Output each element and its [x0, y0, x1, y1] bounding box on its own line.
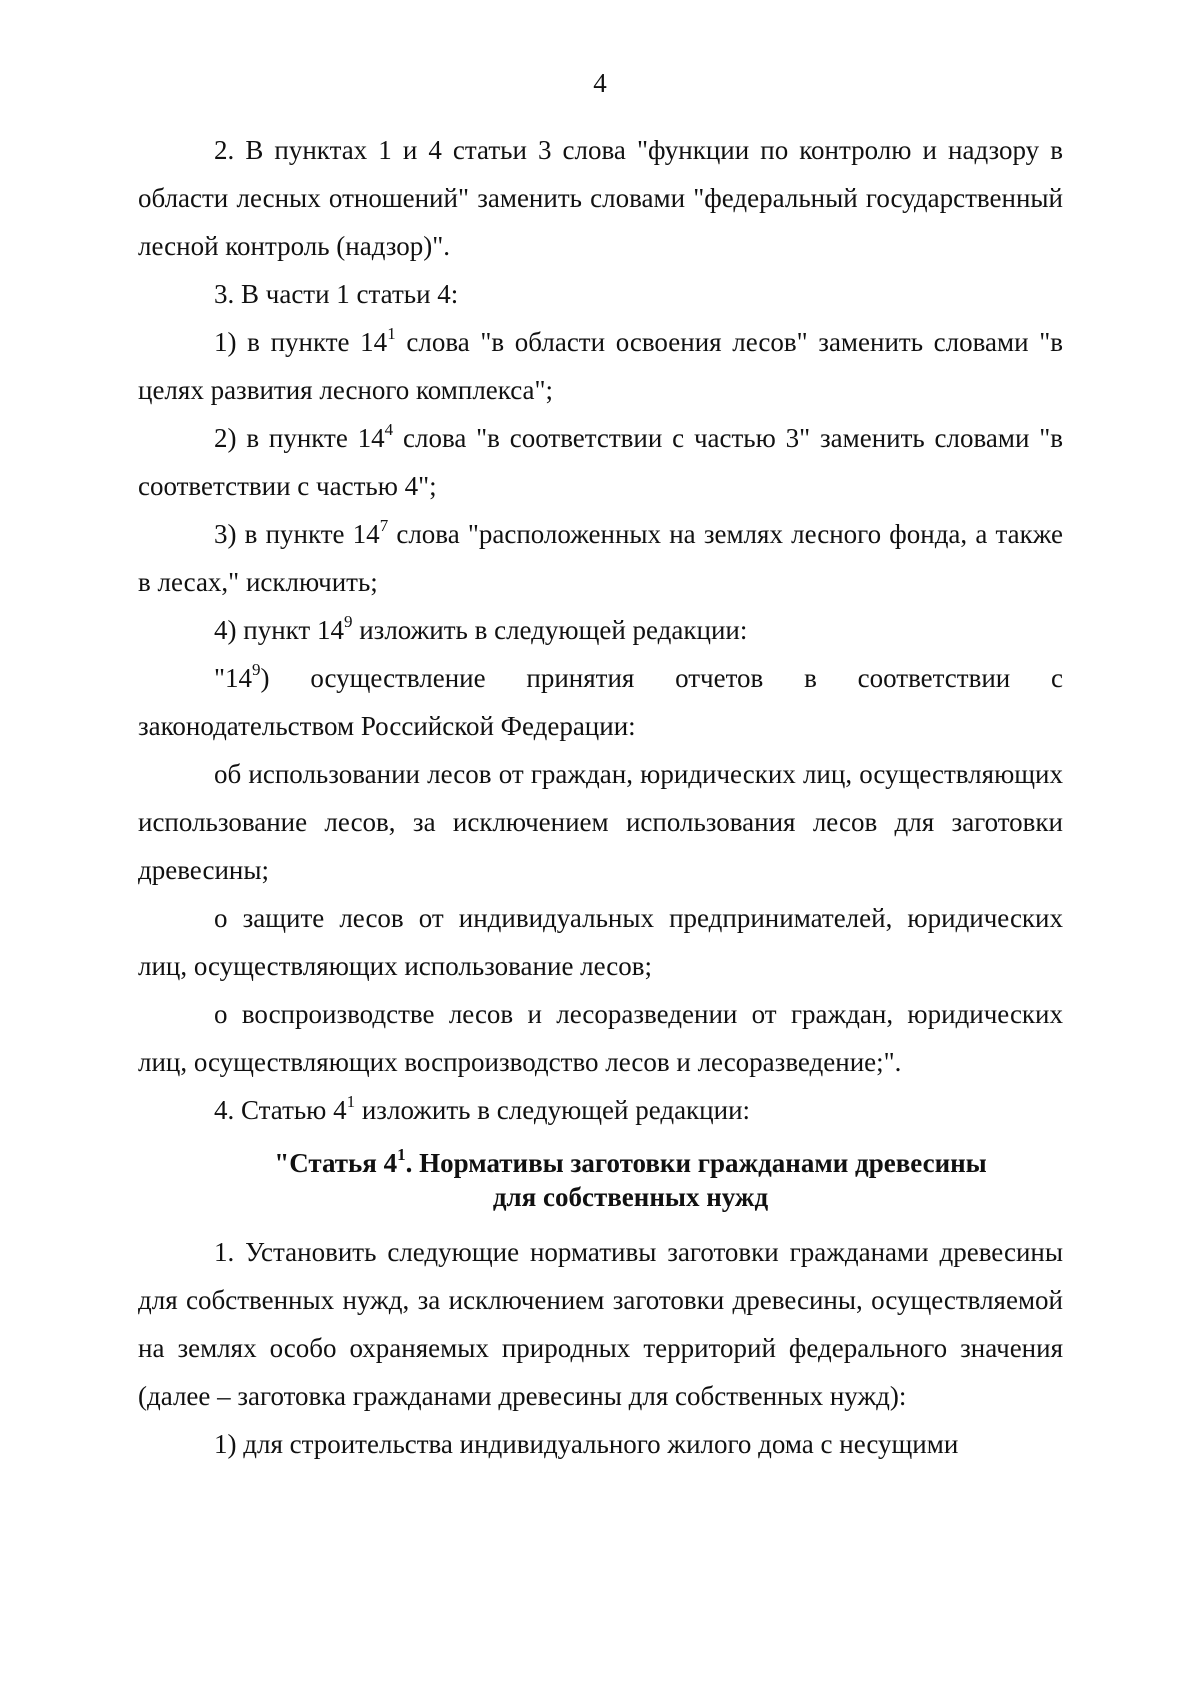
item-1	[138, 318, 1063, 414]
item-3-rest: слова "расположенных на землях лесного фонда, а также в лесах," исключить;	[138, 519, 1063, 597]
item-3-sup: 7	[379, 516, 389, 535]
paragraph-4-sup: 1	[346, 1092, 356, 1111]
paragraph-4-rest: изложить в следующей редакции:	[355, 1095, 751, 1125]
item-2-sup: 4	[384, 420, 394, 439]
quote-1-rest: ) осуществление принятия отчетов в соответствии с законодательством Российской Федерации:	[138, 663, 1063, 741]
item-2-rest: слова "в соответствии с частью 3" заменить словами "в соответствии с частью 4";	[138, 423, 1063, 501]
document-body	[138, 126, 1063, 1468]
paragraph-4-lead: 4. Статью 4	[214, 1095, 347, 1125]
paragraph-2: 2. В пунктах 1 и 4 статьи 3 слова "функции по контролю и надзору в области лесных отношений" заменить словами "федеральный государственный лесной контроль (надзор)".	[138, 135, 1063, 261]
page-number: 4	[593, 68, 607, 98]
item-1-sup: 1	[387, 324, 396, 343]
item-2	[138, 414, 1063, 510]
item-4-rest: изложить в следующей редакции:	[352, 615, 748, 645]
article-heading-lead: "Статья 4	[274, 1148, 398, 1178]
article-heading-title: . Нормативы заготовки гражданами древесины	[405, 1148, 987, 1178]
paragraph-4	[138, 1086, 1063, 1134]
quote-3: о защите лесов от индивидуальных предпринимателей, юридических лиц, осуществляющих использование лесов;	[138, 903, 1063, 981]
item-3	[138, 510, 1063, 606]
section-1: 1. Установить следующие нормативы заготовки гражданами древесины для собственных нужд, за исключением заготовки древесины, осуществляемой на землях особо охраняемых природных территорий федерального значения (далее – заготовка гражданами древесины для собственных нужд):	[138, 1237, 1063, 1411]
quote-1	[138, 654, 1063, 750]
item-2-lead: 2) в пункте 14	[214, 423, 385, 453]
article-heading-line2: для собственных нужд	[492, 1182, 769, 1212]
article-heading-sup: 1	[397, 1145, 406, 1164]
item-1-lead: 1) в пункте 14	[214, 327, 388, 357]
item-3-lead: 3) в пункте 14	[214, 519, 380, 549]
item-4	[138, 606, 1063, 654]
quote-1-lead: "14	[214, 663, 253, 693]
item-4-sup: 9	[343, 612, 353, 631]
article-heading-line1	[198, 1146, 1063, 1180]
quote-1-sup: 9	[252, 660, 261, 679]
paragraph-3: 3. В части 1 статьи 4:	[214, 279, 459, 309]
section-1-item-1: 1) для строительства индивидуального жилого дома с несущими	[214, 1429, 959, 1459]
article-heading	[138, 1146, 1063, 1214]
item-4-lead: 4) пункт 14	[214, 615, 344, 645]
item-1-rest: слова "в области освоения лесов" заменить словами "в целях развития лесного комплекса";	[138, 327, 1063, 405]
quote-2: об использовании лесов от граждан, юридических лиц, осуществляющих использование лесов, за исключением использования лесов для заготовки древесины;	[138, 759, 1063, 885]
quote-4: о воспроизводстве лесов и лесоразведении от граждан, юридических лиц, осуществляющих воспроизводство лесов и лесоразведение;".	[138, 999, 1063, 1077]
